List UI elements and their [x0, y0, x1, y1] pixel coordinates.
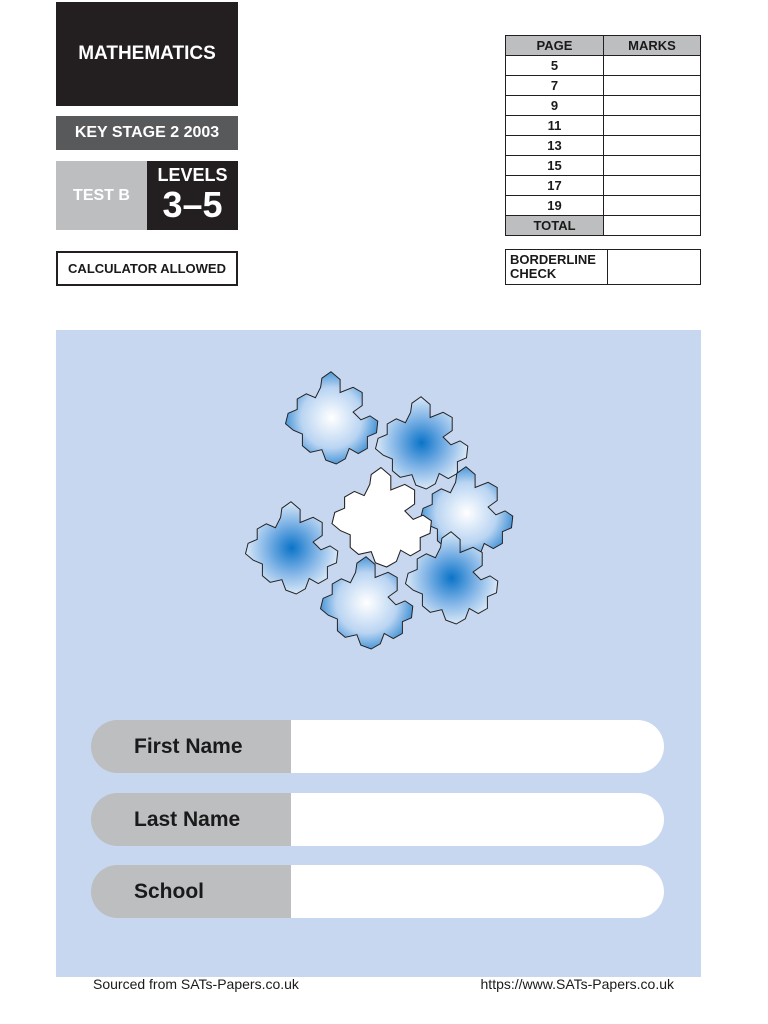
marks-table	[505, 35, 701, 236]
table-row	[506, 136, 701, 156]
borderline-line1: BORDERLINE	[510, 252, 596, 267]
first-name-input[interactable]	[291, 720, 664, 773]
table-row	[506, 156, 701, 176]
marks-cell[interactable]	[604, 136, 701, 156]
page-column-header: PAGE	[506, 36, 604, 56]
snowflake-tile	[246, 502, 338, 594]
levels-label: LEVELS	[157, 165, 228, 185]
snowflake-tiling-illustration	[56, 330, 701, 690]
marks-cell[interactable]	[604, 56, 701, 76]
first-name-field	[91, 720, 664, 773]
borderline-line2: CHECK	[510, 266, 557, 281]
page-number: 7	[506, 76, 604, 96]
table-row	[506, 96, 701, 116]
marks-column-header: MARKS	[604, 36, 701, 56]
table-row	[506, 56, 701, 76]
levels-box	[147, 161, 238, 230]
page-number: 17	[506, 176, 604, 196]
calculator-allowed-label: CALCULATOR ALLOWED	[56, 251, 238, 286]
first-name-label: First Name	[91, 720, 291, 773]
cover-panel	[56, 330, 701, 977]
borderline-check-label	[506, 250, 608, 285]
page-number: 5	[506, 56, 604, 76]
table-row	[506, 196, 701, 216]
total-row	[506, 216, 701, 236]
last-name-label: Last Name	[91, 793, 291, 846]
subject-title: MATHEMATICS	[56, 2, 238, 106]
footer-source: Sourced from SATs-Papers.co.uk	[93, 976, 299, 992]
school-field	[91, 865, 664, 918]
snowflake-tile	[286, 372, 378, 464]
page-number: 13	[506, 136, 604, 156]
test-label: TEST B	[56, 161, 147, 230]
marks-cell[interactable]	[604, 196, 701, 216]
marks-cell[interactable]	[604, 116, 701, 136]
marks-cell[interactable]	[604, 76, 701, 96]
school-label: School	[91, 865, 291, 918]
borderline-check-cell[interactable]	[608, 250, 701, 285]
table-row	[506, 176, 701, 196]
marks-cell[interactable]	[604, 176, 701, 196]
page-number: 15	[506, 156, 604, 176]
snowflake-tile	[321, 557, 413, 649]
page-number: 9	[506, 96, 604, 116]
last-name-input[interactable]	[291, 793, 664, 846]
last-name-field	[91, 793, 664, 846]
borderline-row	[506, 250, 701, 285]
marks-table-header	[506, 36, 701, 56]
total-label: TOTAL	[506, 216, 604, 236]
key-stage-label: KEY STAGE 2 2003	[56, 116, 238, 150]
marks-cell[interactable]	[604, 96, 701, 116]
school-input[interactable]	[291, 865, 664, 918]
table-row	[506, 116, 701, 136]
footer-url[interactable]: https://www.SATs-Papers.co.uk	[480, 976, 674, 992]
table-row	[506, 76, 701, 96]
levels-range: 3–5	[162, 184, 223, 225]
borderline-check-table	[505, 249, 701, 285]
page-number: 19	[506, 196, 604, 216]
marks-cell[interactable]	[604, 156, 701, 176]
page-number: 11	[506, 116, 604, 136]
total-marks-cell[interactable]	[604, 216, 701, 236]
